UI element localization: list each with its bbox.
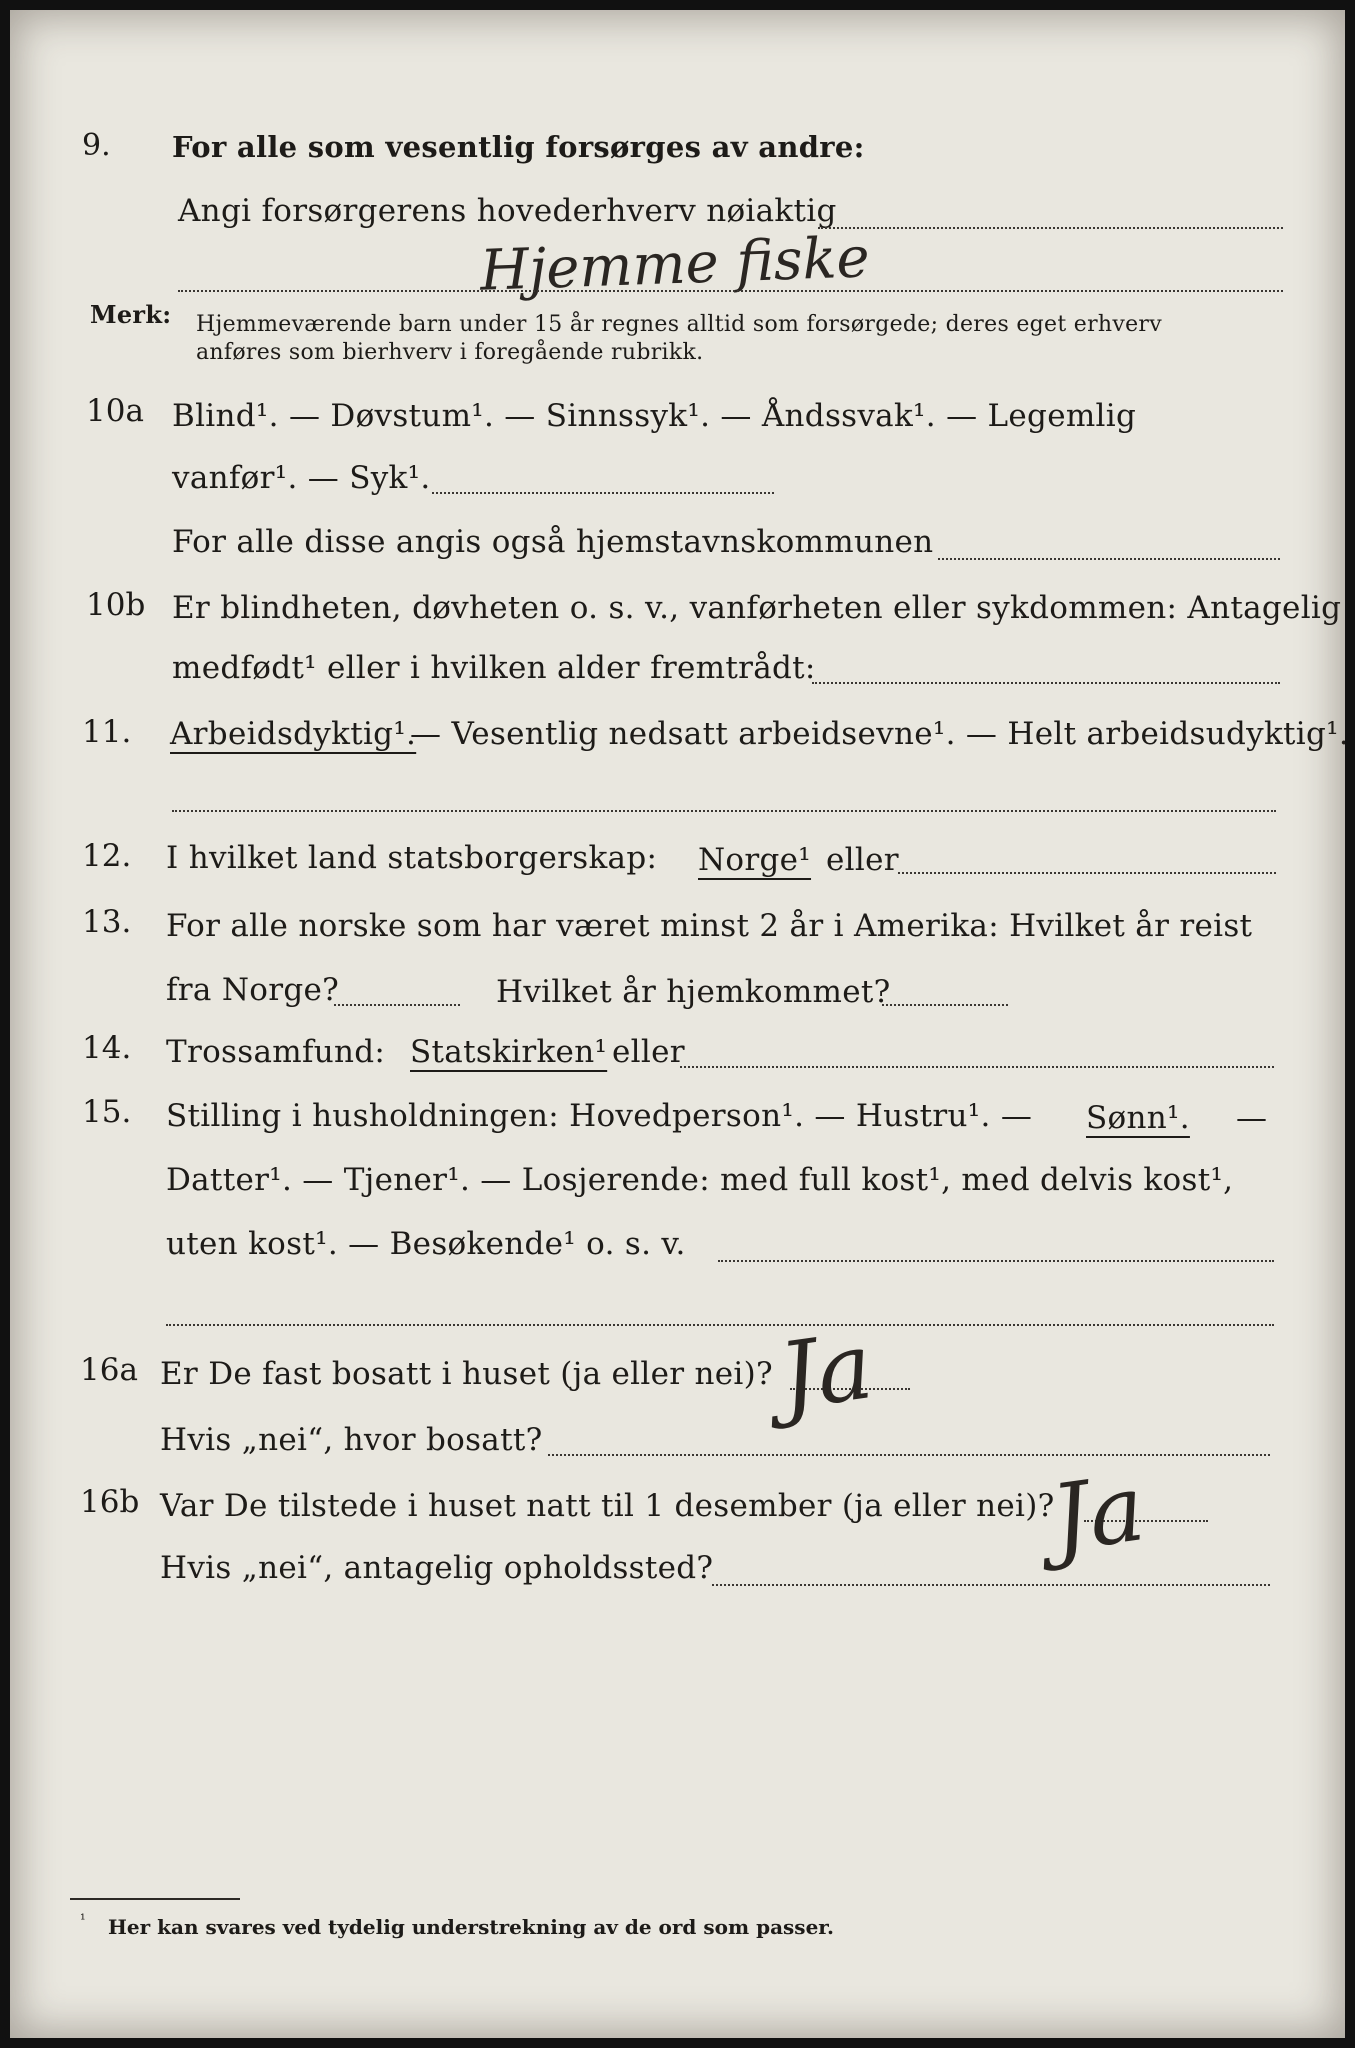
q15-answer-line-1 [718,1260,1274,1262]
merk-note-line-2: anføres som bierhverv i foregående rubrikk. [196,340,704,365]
q13-number: 13. [82,904,132,940]
footnote-mark: ¹ [80,1912,86,1928]
q13-return-line [882,1004,1008,1006]
q16b-number: 16b [80,1484,140,1520]
q10a-answer-line [432,492,774,494]
q9-handwritten-answer: Hjemme fiske [478,225,871,304]
q11-other-options: — Vesentlig nedsatt arbeidsevne¹. — Helt arbeidsudyktig¹. [410,716,1350,752]
q16b-question: Var De tilstede i huset natt til 1 desember (ja eller nei)? [160,1488,1055,1524]
q10b-line-2: medfødt¹ eller i hvilken alder fremtrådt: [172,650,816,686]
q13-return-question: Hvilket år hjemkommet? [496,974,891,1010]
q15-line-2: Datter¹. — Tjener¹. — Losjerende: med full kost¹, med delvis kost¹, [166,1162,1234,1198]
q9-number: 9. [82,128,111,163]
q15-number: 15. [82,1094,132,1130]
q15-option-sonn: Sønn¹. [1086,1100,1190,1136]
q16a-number: 16a [80,1352,138,1388]
q12-eller: eller [826,842,899,878]
q14-number: 14. [82,1030,132,1066]
q13-departure-question: fra Norge? [166,972,340,1008]
q14-option-statskirken: Statskirken¹ [410,1034,608,1070]
q16b-followup-line [712,1584,1270,1586]
q16b-handwritten-answer: Ja [1045,1454,1151,1573]
footnote-rule [70,1898,240,1900]
q10a-line-1: Blind¹. — Døvstum¹. — Sinnssyk¹. — Åndssvak¹. — Legemlig [172,398,1137,434]
q10b-number: 10b [86,587,146,623]
q10a-hometown-line [938,558,1280,560]
q12-number: 12. [82,838,132,874]
q9-answer-line-2 [178,290,1283,292]
q9-heading: For alle som vesentlig forsørges av andre: [172,130,865,164]
q11-answer-line [172,810,1276,812]
q13-departure-line [334,1004,460,1006]
q10a-line-2: vanfør¹. — Syk¹. [172,460,431,496]
q13-line-1: For alle norske som har været minst 2 år i Amerika: Hvilket år reist [166,908,1253,944]
q11-option-arbeidsdyktig: Arbeidsdyktig¹. [170,716,417,752]
q16a-question: Er De fast bosatt i huset (ja eller nei)? [160,1356,773,1392]
q14-answer-line [680,1066,1274,1068]
q9-answer-line-1 [818,227,1283,229]
q15-answer-line-2 [166,1324,1274,1326]
q12-option-norge: Norge¹ [698,842,812,878]
q10b-line-1: Er blindheten, døvheten o. s. v., vanførheten eller sykdommen: Antagelig [172,590,1342,626]
q9-question: Angi forsørgerens hovederhverv nøiaktig [178,193,837,229]
q15-line-1: Stilling i husholdningen: Hovedperson¹. — Hustru¹. — [166,1098,1033,1134]
q16a-followup: Hvis „nei“, hvor bosatt? [160,1422,543,1458]
q15-dash: — [1236,1100,1268,1136]
q11-number: 11. [82,714,132,750]
q12-question: I hvilket land statsborgerskap: [166,840,658,876]
q16a-handwritten-answer: Ja [773,1312,879,1431]
q16b-followup: Hvis „nei“, antagelig opholdssted? [160,1550,714,1586]
q14-eller: eller [612,1034,685,1070]
q16a-followup-line [548,1454,1270,1456]
merk-label: Merk: [90,300,172,329]
q10a-number: 10a [86,393,144,429]
footnote-text: Her kan svares ved tydelig understrekning av de ord som passer. [108,1915,834,1939]
q12-answer-line [898,872,1276,874]
q10b-answer-line [812,682,1280,684]
q15-line-3: uten kost¹. — Besøkende¹ o. s. v. [166,1226,686,1262]
merk-note-line-1: Hjemmeværende barn under 15 år regnes alltid som forsørgede; deres eget erhverv [196,312,1162,337]
q14-question: Trossamfund: [166,1034,386,1070]
q10a-line-3: For alle disse angis også hjemstavnskommunen [172,524,934,560]
